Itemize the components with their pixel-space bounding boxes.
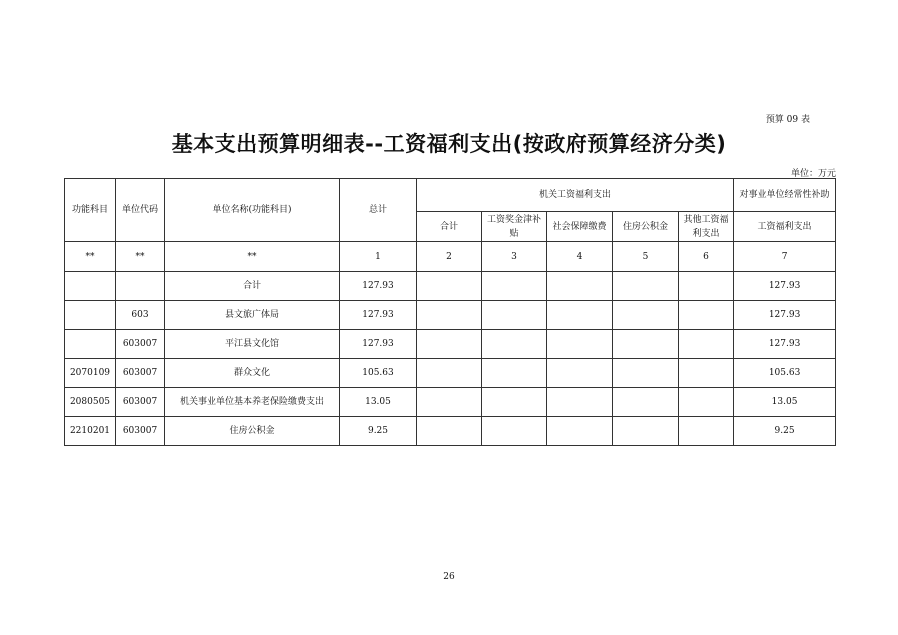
table-cell xyxy=(613,359,679,388)
table-cell xyxy=(417,388,482,417)
header-unit-name: 单位名称(功能科目) xyxy=(165,179,340,242)
header-housing-fund: 住房公积金 xyxy=(613,212,679,242)
table-cell: 2070109 xyxy=(65,359,116,388)
table-cell: 603007 xyxy=(116,388,165,417)
table-cell xyxy=(613,272,679,301)
table-cell: 9.25 xyxy=(734,417,836,446)
table-cell: 2210201 xyxy=(65,417,116,446)
table-cell xyxy=(65,301,116,330)
table-cell xyxy=(482,330,547,359)
table-cell: 4 xyxy=(547,242,613,272)
page-title: 基本支出预算明细表--工资福利支出(按政府预算经济分类) xyxy=(171,132,727,156)
table-cell: 603007 xyxy=(116,417,165,446)
table-cell xyxy=(613,301,679,330)
table-cell xyxy=(417,417,482,446)
table-cell: 105.63 xyxy=(734,359,836,388)
table-row xyxy=(65,359,836,388)
table-cell: 9.25 xyxy=(340,417,417,446)
table-cell: 127.93 xyxy=(340,330,417,359)
table-cell xyxy=(417,330,482,359)
budget-table xyxy=(64,178,836,446)
header-sub-total: 合计 xyxy=(417,212,482,242)
table-cell: 3 xyxy=(482,242,547,272)
table-cell: 县文旅广体局 xyxy=(165,301,340,330)
table-cell xyxy=(482,272,547,301)
table-cell: 127.93 xyxy=(340,272,417,301)
header-social-security: 社会保障缴费 xyxy=(547,212,613,242)
table-cell xyxy=(547,301,613,330)
header-subsidy-group: 对事业单位经常性补助 xyxy=(734,179,836,212)
table-cell: 机关事业单位基本养老保险缴费支出 xyxy=(165,388,340,417)
table-cell: 合计 xyxy=(165,272,340,301)
table-cell xyxy=(679,359,734,388)
table-cell xyxy=(547,417,613,446)
header-agency-group: 机关工资福利支出 xyxy=(417,179,734,212)
table-cell xyxy=(679,388,734,417)
table-cell xyxy=(417,359,482,388)
page-number: 26 xyxy=(443,572,455,582)
table-cell: 7 xyxy=(734,242,836,272)
table-cell xyxy=(116,272,165,301)
table-cell xyxy=(613,417,679,446)
table-cell xyxy=(547,359,613,388)
table-cell: 127.93 xyxy=(734,272,836,301)
table-row xyxy=(65,417,836,446)
table-cell: ** xyxy=(116,242,165,272)
header-total: 总计 xyxy=(340,179,417,242)
table-cell: 平江县文化馆 xyxy=(165,330,340,359)
table-cell: 603 xyxy=(116,301,165,330)
table-cell xyxy=(613,388,679,417)
header-subsidy-wage: 工资福利支出 xyxy=(734,212,836,242)
table-cell: 住房公积金 xyxy=(165,417,340,446)
table-cell xyxy=(482,359,547,388)
table-cell: 1 xyxy=(340,242,417,272)
table-cell xyxy=(65,330,116,359)
table-cell xyxy=(679,272,734,301)
table-cell: 105.63 xyxy=(340,359,417,388)
header-other-welfare: 其他工资福利支出 xyxy=(679,212,734,242)
index-row xyxy=(65,242,836,272)
table-cell: 13.05 xyxy=(340,388,417,417)
table-cell: ** xyxy=(65,242,116,272)
table-cell xyxy=(417,301,482,330)
header-wage-bonus: 工资奖金津补贴 xyxy=(482,212,547,242)
table-cell: 2 xyxy=(417,242,482,272)
table-cell xyxy=(417,272,482,301)
table-cell xyxy=(547,330,613,359)
table-cell: 603007 xyxy=(116,359,165,388)
form-code: 预算 09 表 xyxy=(765,115,810,125)
header-unit-code: 单位代码 xyxy=(116,179,165,242)
table-cell: 13.05 xyxy=(734,388,836,417)
header-function-code: 功能科目 xyxy=(65,179,116,242)
table-cell: 5 xyxy=(613,242,679,272)
table-cell xyxy=(547,272,613,301)
table-cell xyxy=(65,272,116,301)
table-row xyxy=(65,330,836,359)
table-cell: ** xyxy=(165,242,340,272)
table-cell: 127.93 xyxy=(734,301,836,330)
table-row xyxy=(65,272,836,301)
table-cell xyxy=(679,417,734,446)
table-cell xyxy=(679,301,734,330)
table-cell xyxy=(679,330,734,359)
table-cell: 群众文化 xyxy=(165,359,340,388)
table-cell xyxy=(482,301,547,330)
table-row xyxy=(65,388,836,417)
table-cell: 127.93 xyxy=(734,330,836,359)
table-cell: 2080505 xyxy=(65,388,116,417)
table-cell: 6 xyxy=(679,242,734,272)
unit-label: 单位：万元 xyxy=(790,169,836,179)
table-cell xyxy=(613,330,679,359)
table-cell xyxy=(547,388,613,417)
table-cell: 127.93 xyxy=(340,301,417,330)
table-cell: 603007 xyxy=(116,330,165,359)
table-row xyxy=(65,301,836,330)
table-cell xyxy=(482,388,547,417)
table-cell xyxy=(482,417,547,446)
